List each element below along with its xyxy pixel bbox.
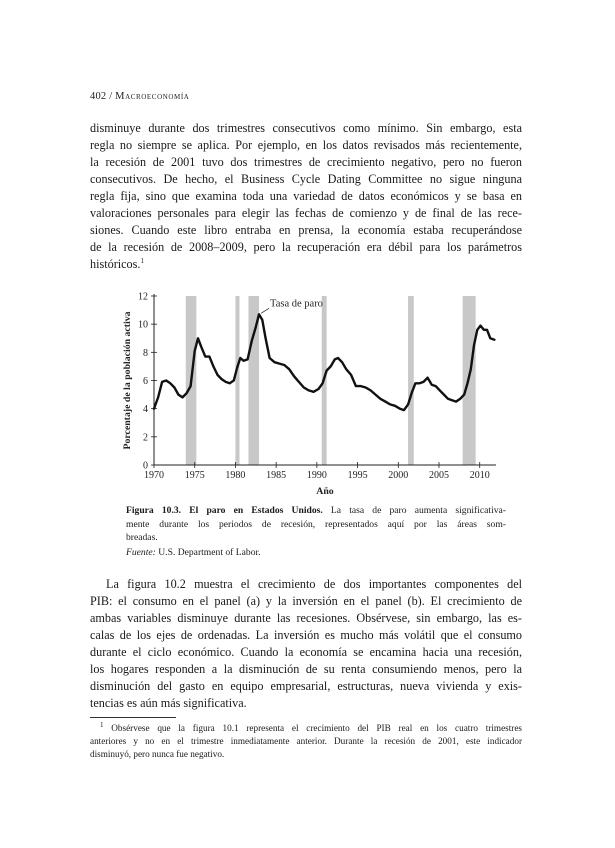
- footnote: [90, 722, 522, 761]
- footnote-line: anteriores y no en el trimestre inmediatamente anterior. Durante la recesión de 2001, este indicador: [90, 736, 522, 746]
- footnote-line: [90, 722, 522, 735]
- x-tick-label: 1995: [347, 470, 368, 481]
- x-tick-label: 1975: [184, 470, 205, 481]
- paragraph-1-line: regla no siempre se aplica. Por ejemplo, en los datos revisados más recientemente,: [90, 138, 522, 152]
- y-tick-label: 10: [138, 319, 148, 331]
- footnote-line: disminuyó, pero nunca fue negativo.: [90, 749, 225, 759]
- chart-svg: [118, 288, 508, 500]
- x-tick-label: 2005: [429, 470, 449, 481]
- paragraph-1-line: consecutivos. De hecho, el Business Cycle Dating Committee no sigue ninguna: [90, 172, 522, 186]
- footnote-reference: 1: [140, 256, 144, 265]
- running-head: [90, 91, 189, 102]
- caption-line: [126, 504, 506, 518]
- page-number: 402: [90, 91, 107, 102]
- y-axis-label: Porcentaje de la población activa: [122, 311, 133, 450]
- paragraph-2-line: La figura 10.2 muestra el crecimiento de dos importantes componentes del: [106, 577, 522, 591]
- paragraph-1-line: la recesión de 2001 tuvo dos trimestres de crecimiento negativo, pero no fueron: [90, 155, 522, 169]
- paragraph-2-line: tencias es aún más significativa.: [90, 696, 247, 710]
- footnote-rule: [90, 717, 176, 718]
- figure-source: [126, 546, 261, 559]
- paragraph-1-last-text: históricos.: [90, 257, 141, 271]
- paragraph-2-line: los hogares responden a la disminución de su renta consumiendo menos, pero la: [90, 662, 522, 676]
- paragraph-2-line: calas de los ejes de ordenadas. La inversión es mucho más volátil que el consumo: [90, 628, 522, 642]
- figure-caption: [126, 504, 506, 545]
- x-tick-label: 1970: [144, 470, 164, 481]
- caption-label: Figura 10.3. El paro en Estados Unidos.: [126, 505, 323, 516]
- paragraph-1-line: siones. Cuando este libro entraba en prensa, la economía estaba recuperándose: [90, 223, 522, 237]
- y-tick-label: 8: [143, 347, 148, 359]
- paragraph-2-line: ambas variables disminuye durante las recesiones. Obsérvese, sin embargo, las es-: [90, 611, 522, 625]
- footnote-marker: 1: [100, 720, 104, 729]
- paragraph-1-line: [90, 256, 522, 273]
- caption-line: breadas.: [126, 532, 158, 543]
- x-tick-label: 1985: [266, 470, 287, 481]
- unemployment-chart: [118, 288, 508, 500]
- y-tick-label: 6: [143, 376, 148, 387]
- recession-band: [408, 296, 414, 465]
- y-tick-label: 0: [143, 460, 148, 472]
- y-tick-label: 2: [143, 432, 148, 444]
- x-tick-label: 2010: [469, 470, 490, 481]
- paragraph-1-line: regla fija, sino que examina toda una variedad de datos económicos y se basa en: [90, 189, 522, 203]
- annotation-leader-line: [261, 308, 269, 313]
- paragraph-1-line: disminuye durante dos trimestres consecutivos como mínimo. Sin embargo, esta: [90, 121, 522, 135]
- paragraph-1: [90, 120, 522, 273]
- x-tick-label: 2000: [388, 470, 409, 481]
- x-axis-label: Año: [316, 486, 334, 497]
- footnote-text: Obsérvese que la figura 10.1 representa el crecimiento del PIB real en los cuatro trimestres: [103, 723, 522, 733]
- source-label: Fuente:: [126, 547, 156, 558]
- paragraph-1-line: valoraciones personales para elegir las fechas de comienzo y de final de las rece-: [90, 206, 522, 220]
- recession-band: [235, 296, 239, 465]
- y-tick-label: 12: [138, 291, 148, 303]
- annotation-label: Tasa de paro: [270, 298, 323, 310]
- paragraph-2-line: PIB: el consumo en el panel (a) y la inversión en el panel (b). El crecimiento de: [90, 594, 522, 608]
- x-tick-label: 1980: [225, 470, 246, 481]
- book-title: Macroeconomía: [115, 91, 190, 102]
- caption-line: mente durante los periodos de recesión, representados aquí por las áreas som-: [126, 518, 506, 530]
- paragraph-2-line: disminución del gasto en equipo empresarial, estructuras, nueva vivienda y exis-: [90, 679, 522, 693]
- y-tick-label: 4: [143, 404, 148, 416]
- paragraph-1-line: de la recesión de 2008–2009, pero la recuperación era débil para los parámetros: [90, 240, 522, 254]
- recession-bands: [186, 296, 476, 465]
- running-head-separator: /: [109, 91, 113, 102]
- paragraph-2-line: durante el ciclo económico. Cuando la economía se encamina hacia una recesión,: [90, 645, 522, 659]
- source-text: U.S. Department of Labor.: [155, 547, 261, 558]
- paragraph-2: [90, 576, 522, 712]
- caption-text: La tasa de paro aumenta significativa-: [322, 505, 506, 516]
- x-tick-label: 1990: [306, 470, 327, 481]
